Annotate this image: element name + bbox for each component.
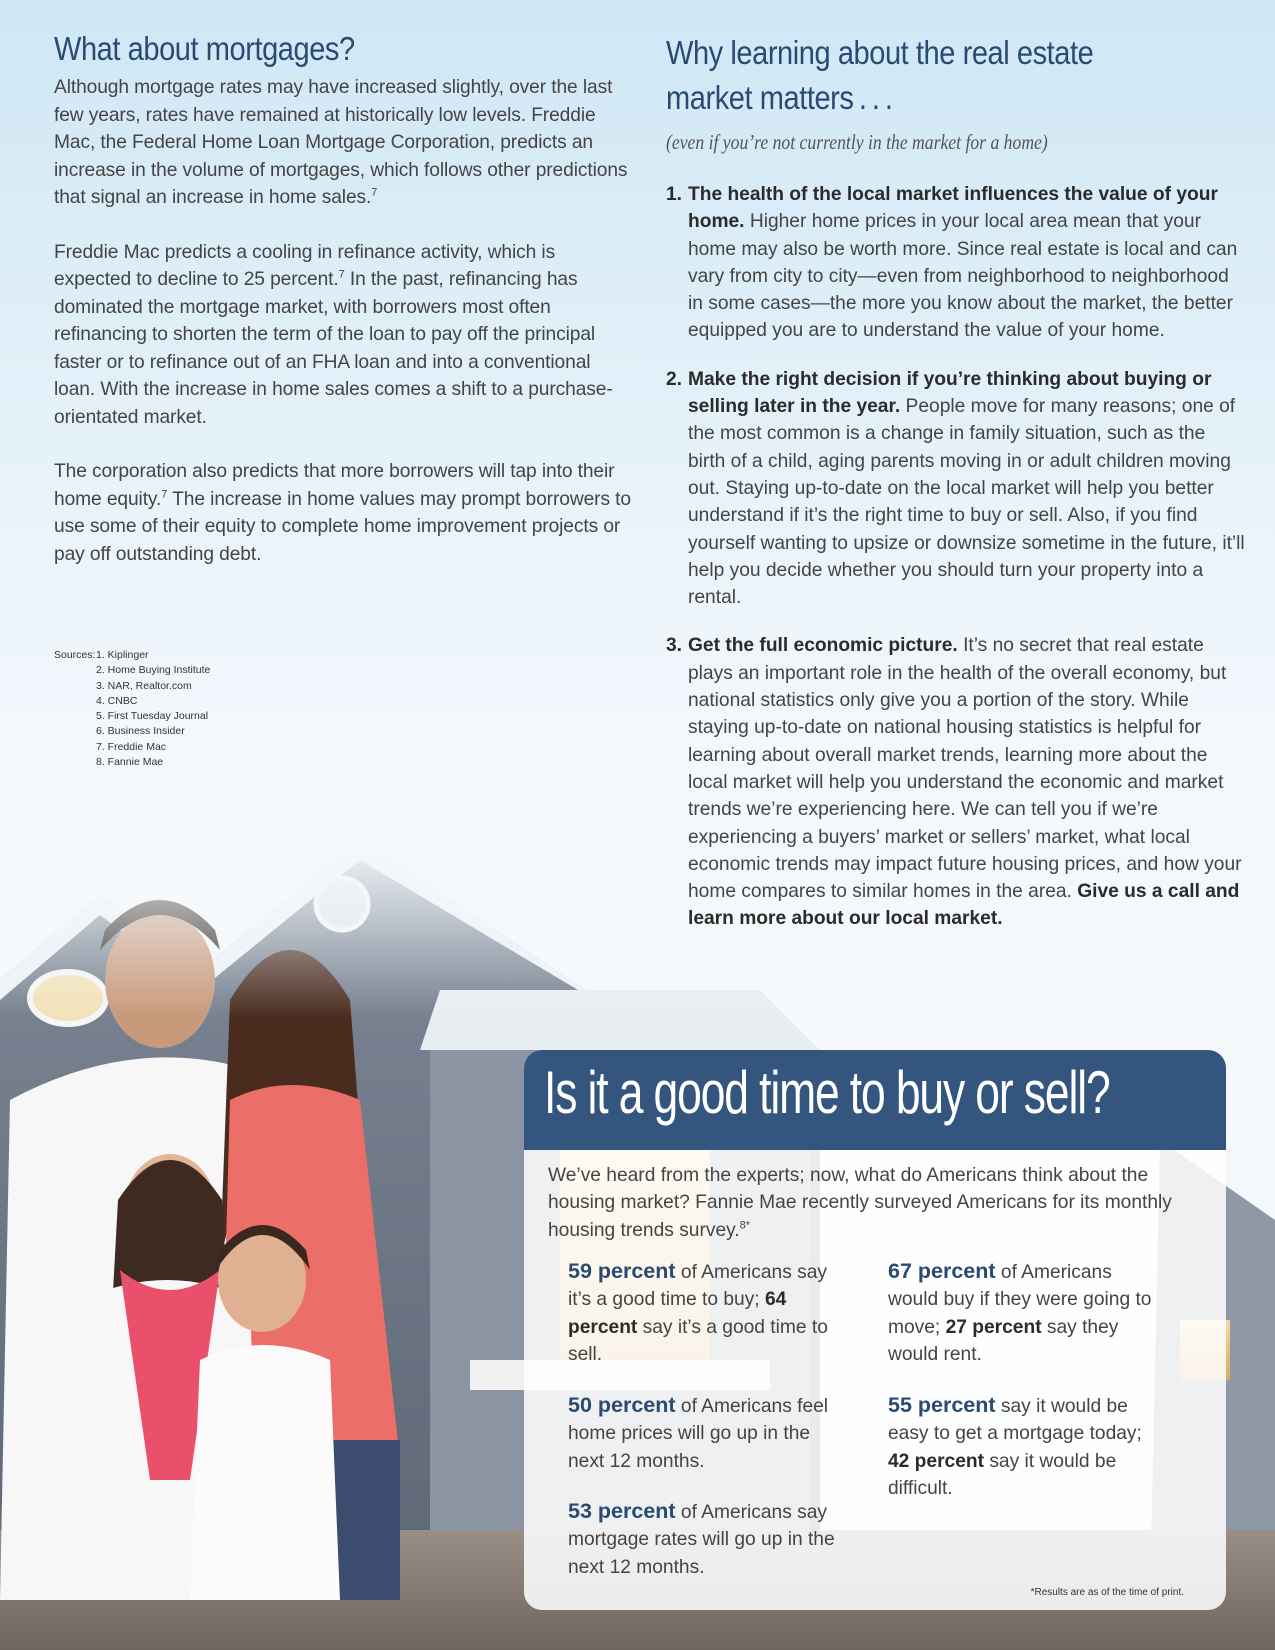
stat-home-prices: 50 percent of Americans feel home prices will go up in the next 12 months. — [568, 1393, 829, 1472]
left-column — [54, 30, 634, 595]
survey-heading: Is it a good time to buy or sell? — [544, 1059, 1110, 1126]
why-learning-subtitle: (even if you’re not currently in the market for a home) — [666, 130, 1048, 154]
survey-footnote: *Results are as of the time of print. — [1030, 1587, 1184, 1598]
reason-item-2: 2. Make the right decision if you’re thinking about buying or selling later in the year. People move for many reasons; one of the most common is a change in family situation, such as the birth of a child, aging parents moving in or adult children moving out. Staying up-to-date on the local market will help you better understand if it’s the right time to buy or sell. Also, if you find yourself wanting to upsize or downsize sometime in the future, it’ll help you decide whether you should turn your property into a rental. — [666, 368, 1245, 609]
reason-item-1: 1. The health of the local market influences the value of your home. Higher home prices in your local area mean that your home may also be worth more. Since real estate is local and can vary from city to city—even from neighborhood to neighborhood in some cases—the more you know about the market, the better equipped you are to understand the value of your home. — [666, 184, 1238, 342]
source-item: 2. Home Buying Institute — [96, 664, 211, 677]
survey-banner — [524, 1050, 1226, 1150]
source-item: 8. Fannie Mae — [96, 756, 164, 769]
sources-list: Sources: 1. Kiplinger 2. Home Buying Institute 3. NAR, Realtor.com 4. CNBC 5. First Tuesday Journal 6. Business Insider 7. Freddie Mac 8. Fannie Mae — [54, 648, 210, 770]
mortgages-paragraph-1: Although mortgage rates may have increased slightly, over the last few years, rates have remained at historically low levels. Freddie Mac, the Federal Home Loan Mortgage Corporation, predicts an increase in the volume of mortgages, which follows other predictions that signal an increase in home sales.$^7$ — [54, 77, 628, 208]
survey-intro: We’ve heard from the experts; now, what do Americans think about the housing market? Fannie Mae recently surveyed Americans for its monthly housing trends survey.$^{8*}$ — [548, 1165, 1172, 1241]
mortgages-paragraph-2: Freddie Mac predicts a cooling in refinance activity, which is expected to decline to 25 percent.$^7$ In the past, refinancing has dominated the mortgage market, with borrowers most often refinancing to shorten the term of the loan to pay off the principal faster or to refinance out of an FHA loan and into a conventional loan. With the increase in home sales comes a shift to a purchase-orientated market. — [54, 241, 613, 428]
mortgages-paragraph-3: The corporation also predicts that more borrowers will tap into their home equity.$^7$ The increase in home values may prompt borrowers to use some of their equity to complete home improvement projects or pay off outstanding debt. — [54, 461, 631, 565]
sources-label: Sources: — [54, 649, 96, 661]
source-item: 6. Business Insider — [96, 725, 185, 738]
stat-mortgage-ease: 55 percent say it would be easy to get a mortgage today; 42 percent say it would be difficult. — [888, 1393, 1142, 1499]
reason-item-3: 3. Get the full economic picture. It’s no secret that real estate plays an important role in the health of the overall economy, but national statistics only give you a portion of the story. While staying up-to-date on national housing statistics is helpful for learning about overall market trends, learning more about the local market will help you understand the economic and market trends we’re experiencing here. We can tell you if we’re experiencing a buyers’ market or sellers’ market, what local economic trends may impact future housing prices, and how your home compares to similar homes in the area. Give us a call and learn more about our local market. — [666, 635, 1242, 930]
stat-buy-rent: 67 percent of Americans would buy if they were going to move; 27 percent say they would rent. — [888, 1259, 1152, 1365]
source-item: 7. Freddie Mac — [96, 740, 167, 753]
stat-mortgage-rates: 53 percent of Americans say mortgage rates will go up in the next 12 months. — [568, 1499, 835, 1578]
why-learning-heading: Why learning about the real estate market matters . . . — [666, 34, 1094, 116]
survey-box — [524, 1050, 1226, 1610]
source-item: 4. CNBC — [96, 694, 138, 707]
right-column — [666, 30, 1246, 954]
mortgages-heading: What about mortgages? — [54, 30, 355, 67]
source-item: 5. First Tuesday Journal — [96, 710, 209, 723]
stat-buy-sell: 59 percent of Americans say it’s a good time to buy; 64 percent say it’s a good time to sell. — [568, 1259, 828, 1365]
source-item: 3. NAR, Realtor.com — [96, 679, 192, 692]
